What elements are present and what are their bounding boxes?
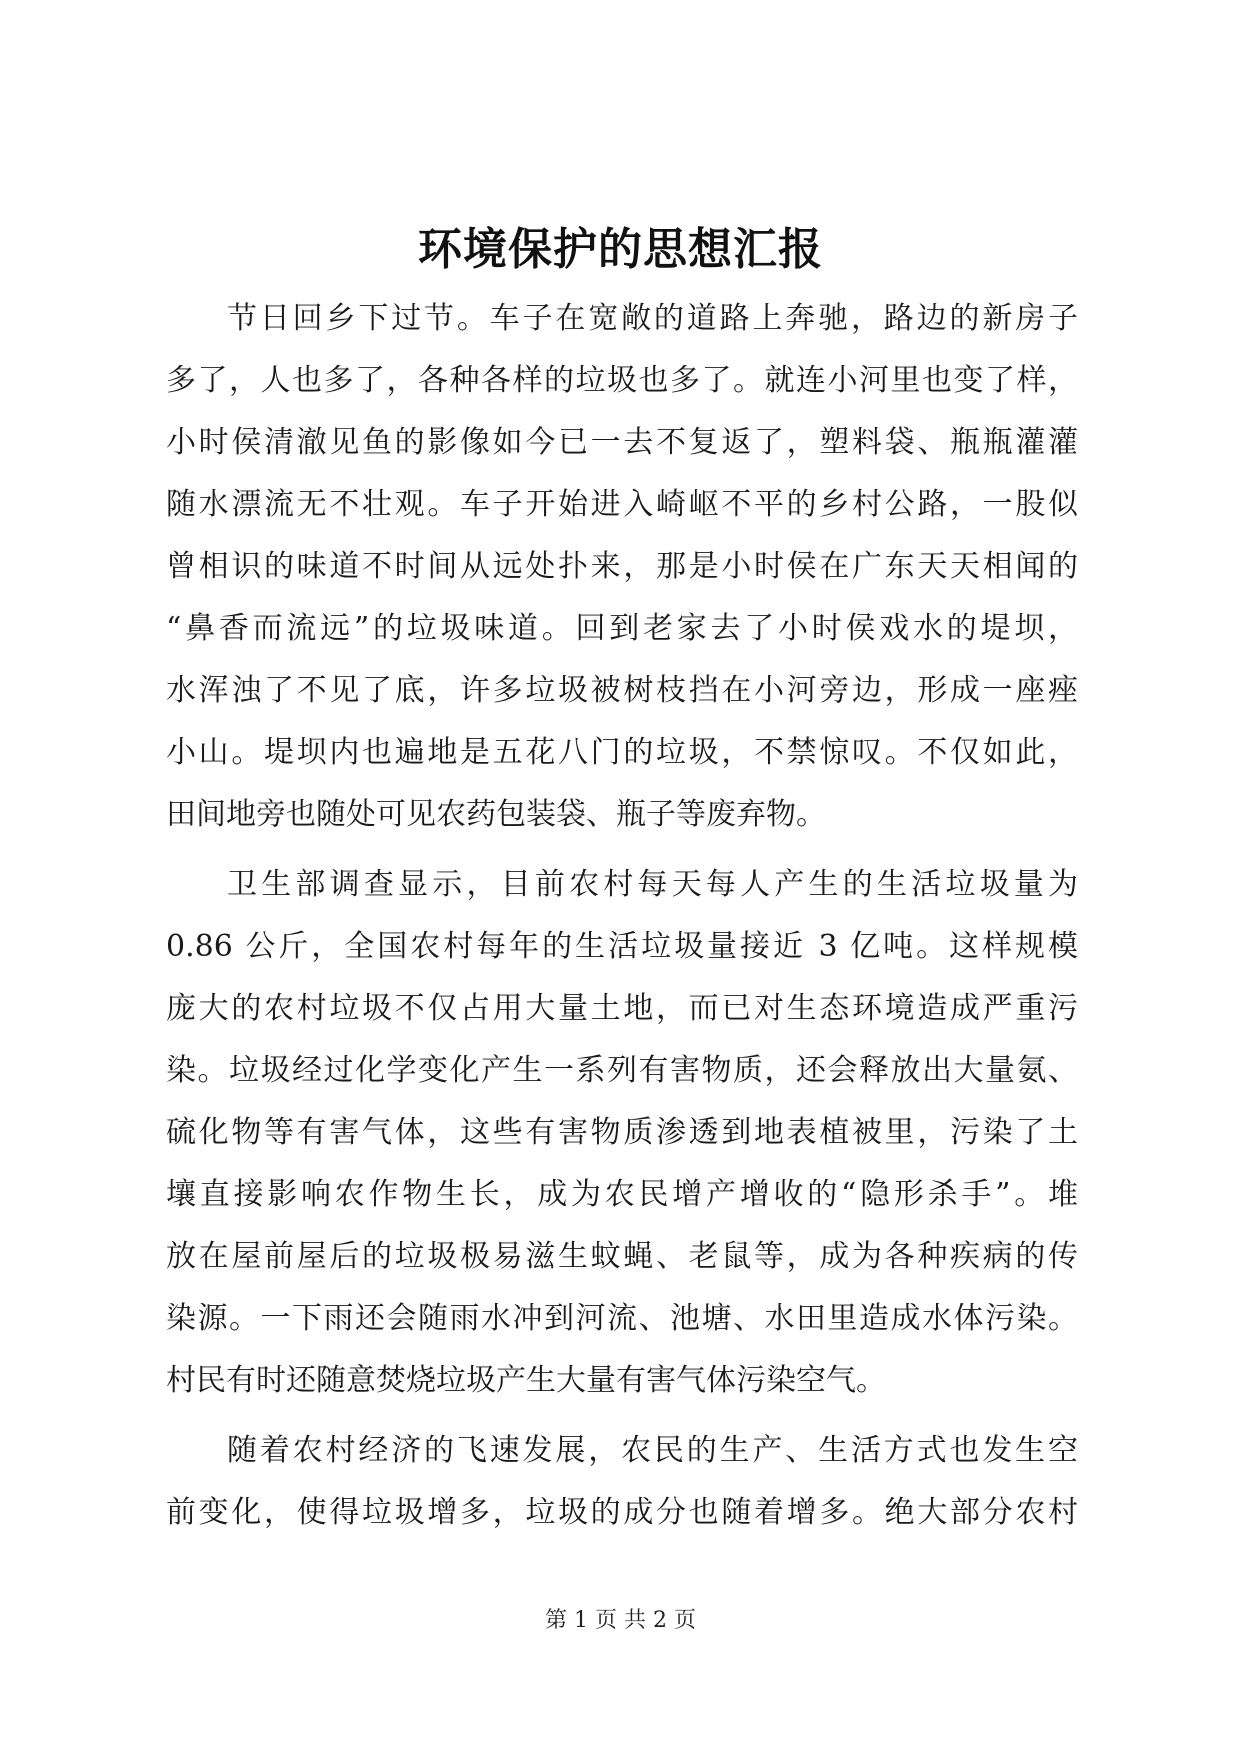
page-footer: 第 1 页 共 2 页 [545, 1608, 696, 1633]
text-line: 田间地旁也随处可见农药包装袋、瓶子等废弃物。 [166, 797, 826, 832]
text-line: 放在屋前屋后的垃圾极易滋生蚊蝇、老鼠等，成为各种疾病的传 [166, 1239, 1078, 1274]
text-line: 曾相识的味道不时间从远处扑来，那是小时侯在广东天天相闻的 [166, 549, 1078, 584]
text-line: 染。垃圾经过化学变化产生一系列有害物质，还会释放出大量氨、 [166, 1053, 1078, 1088]
paragraph-3 [166, 1420, 1078, 1544]
paragraph-gap [166, 1412, 1078, 1420]
paragraph-2 [166, 854, 1078, 1412]
text-line: 水浑浊了不见了底，许多垃圾被树枝挡在小河旁边，形成一座痤 [166, 673, 1078, 708]
document-body [166, 288, 1078, 1544]
text-line: 小山。堤坝内也遍地是五花八门的垃圾，不禁惊叹。不仅如此， [166, 735, 1078, 770]
text-line: 0.86 公斤，全国农村每年的生活垃圾量接近 3 亿吨。这样规模 [166, 929, 1078, 964]
document-title: 环境保护的思想汇报 [418, 224, 823, 275]
text-line: 随着农村经济的飞速发展，农民的生产、生活方式也发生空 [227, 1433, 1078, 1468]
text-line: 前变化，使得垃圾增多，垃圾的成分也随着增多。绝大部分农村 [166, 1495, 1078, 1530]
text-line: 染源。一下雨还会随雨水冲到河流、池塘、水田里造成水体污染。 [166, 1301, 1078, 1336]
text-line: 多了，人也多了，各种各样的垃圾也多了。就连小河里也变了样， [166, 363, 1078, 398]
text-line: 节日回乡下过节。车子在宽敞的道路上奔驰，路边的新房子 [227, 301, 1078, 336]
text-line: 卫生部调查显示，目前农村每天每人产生的生活垃圾量为 [227, 867, 1078, 902]
text-line: 硫化物等有害气体，这些有害物质渗透到地表植被里，污染了土 [166, 1115, 1078, 1150]
text-line: 村民有时还随意焚烧垃圾产生大量有害气体污染空气。 [166, 1363, 886, 1398]
text-line: 壤直接影响农作物生长，成为农民增产增收的“隐形杀手”。堆 [166, 1177, 1078, 1212]
text-line: “鼻香而流远”的垃圾味道。回到老家去了小时侯戏水的堤坝， [166, 611, 1078, 646]
text-line: 小时侯清澈见鱼的影像如今已一去不复返了，塑料袋、瓶瓶灌灌 [166, 425, 1078, 460]
text-line: 庞大的农村垃圾不仅占用大量土地，而已对生态环境造成严重污 [166, 991, 1078, 1026]
paragraph-gap [166, 846, 1078, 854]
text-line: 随水漂流无不壮观。车子开始进入崎岖不平的乡村公路，一股似 [166, 487, 1078, 522]
paragraph-1 [166, 288, 1078, 846]
